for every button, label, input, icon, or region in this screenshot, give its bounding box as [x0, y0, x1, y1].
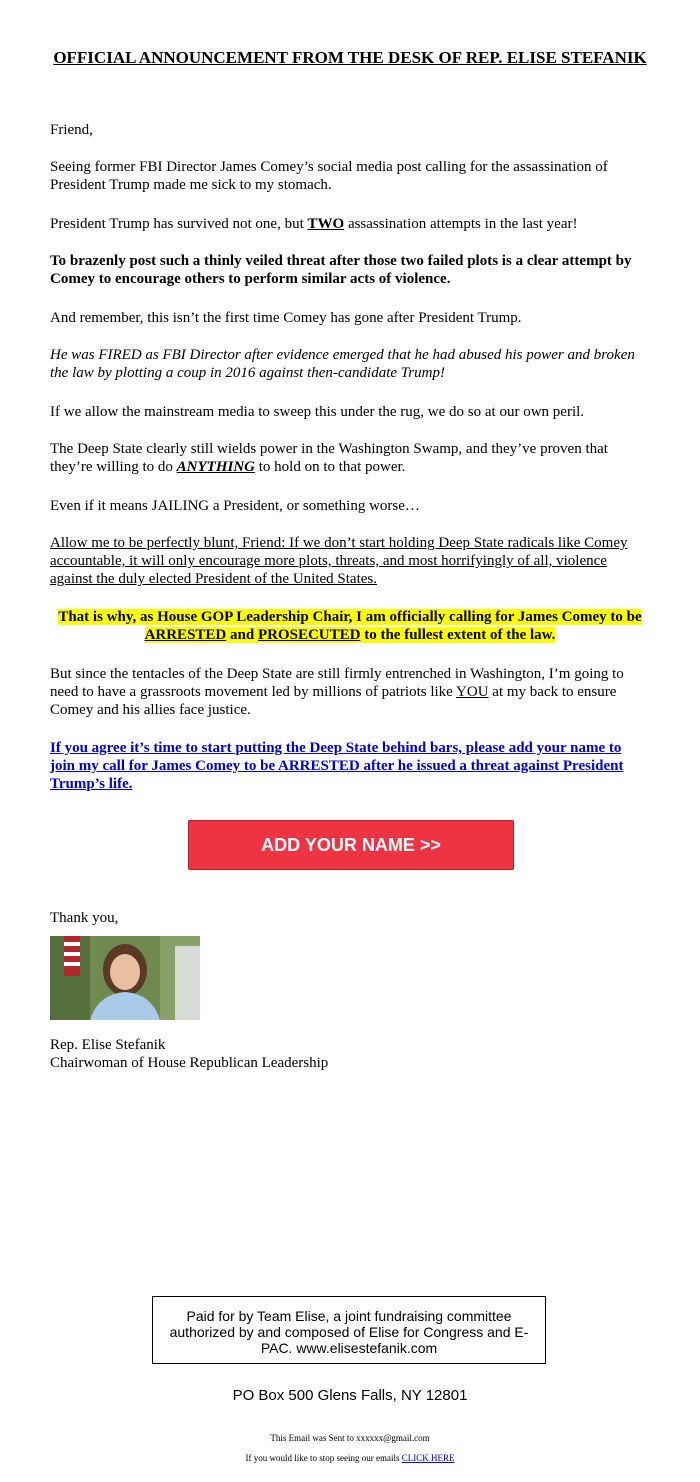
paragraph-mainstream-media: If we allow the mainstream media to sweep this under the rug, we do so at our own peril. [50, 404, 585, 420]
signature-name: Rep. Elise Stefanik [50, 1037, 166, 1053]
unsubscribe-link[interactable]: CLICK HERE [401, 1453, 455, 1463]
paragraph-assassination-attempts: President Trump has survived not one, but TWO assassination attempts in the last year! [50, 216, 578, 232]
petition-link-paragraph [50, 739, 650, 793]
greeting: Friend, [50, 122, 93, 138]
paragraph-veiled-threat: To brazenly post such a thinly veiled threat after those two failed plots is a clear attempt by Comey to encourage others to perform similar acts of violence. [50, 253, 632, 287]
petition-link[interactable]: If you agree it’s time to start putting the Deep State behind bars, please add your name to join my call for James Comey to be ARRESTED after he issued a threat against President Trump’s life. [50, 740, 624, 792]
signature-title: Chairwoman of House Republican Leadership [50, 1055, 329, 1071]
sent-to-notice: This Email was Sent to xxxxxx@gmail.com [270, 1433, 430, 1443]
paragraph-jailing: Even if it means JAILING a President, or something worse… [50, 498, 420, 514]
paragraph-grassroots: But since the tentacles of the Deep State are still firmly entrenched in Washington, I’m going to need to have a grassroots movement led by millions of patriots like YOU at my back to ensure Comey and his allies face justice. [50, 666, 624, 718]
paragraph-remember: And remember, this isn’t the first time Comey has gone after President Trump. [50, 310, 522, 326]
mailing-address: PO Box 500 Glens Falls, NY 12801 [232, 1387, 468, 1404]
emphasis-two: TWO [307, 216, 345, 232]
paragraph-comey-post: Seeing former FBI Director James Comey’s social media post calling for the assassination of President Trump made me sick to my stomach. [50, 159, 608, 193]
paid-for-disclaimer: Paid for by Team Elise, a joint fundraising committee authorized by and composed of Elise for Congress and E-PAC. www.elisestefanik.com [152, 1296, 546, 1364]
paragraph-fired: He was FIRED as FBI Director after evidence emerged that he had abused his power and broken the law by plotting a coup in 2016 against then-candidate Trump! [50, 347, 635, 381]
highlighted-call-to-arrest: That is why, as House GOP Leadership Chair, I am officially calling for James Comey to be ARRESTED and PROSECUTED to the fullest extent of the law. [58, 609, 642, 643]
signature-photo [50, 936, 200, 1020]
emphasis-you: YOU [456, 684, 489, 700]
add-your-name-button[interactable]: ADD YOUR NAME >> [188, 820, 514, 870]
signoff: Thank you, [50, 910, 119, 926]
announcement-title: OFFICIAL ANNOUNCEMENT FROM THE DESK OF REP. ELISE STEFANIK [53, 48, 647, 67]
paragraph-blunt: Allow me to be perfectly blunt, Friend: If we don’t start holding Deep State radicals like Comey accountable, it will only encourage more plots, threats, and most horrifyingly of all, violence against the duly elected President of the United States. [50, 535, 628, 587]
paragraph-deep-state: The Deep State clearly still wields power in the Washington Swamp, and they’ve proven that they’re willing to do ANYTHING to hold on to that power. [50, 441, 608, 475]
unsubscribe-notice: If you would like to stop seeing our emails CLICK HERE [245, 1453, 455, 1463]
emphasis-anything: ANYTHING [176, 459, 255, 475]
